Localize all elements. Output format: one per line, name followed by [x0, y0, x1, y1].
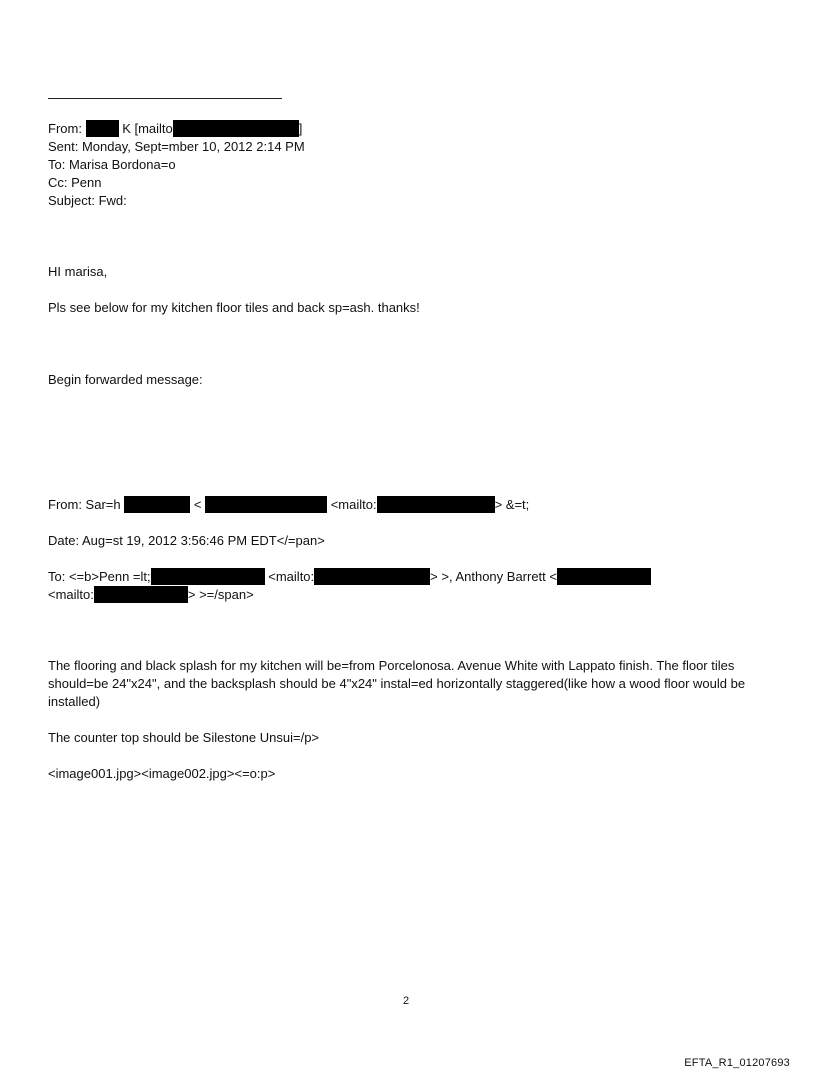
forwarded-from-label: From: Sar=h — [48, 497, 121, 512]
header-from-line — [48, 120, 302, 138]
header-from-label: From: — [48, 121, 82, 136]
forwarded-to-line-2 — [48, 586, 254, 604]
redaction-block — [557, 568, 651, 585]
forwarded-from-line — [48, 496, 529, 514]
forwarded-to-mid: > >, Anthony Barrett < — [430, 569, 557, 584]
image-attachments-text: <image001.jpg><image002.jpg><=o:p> — [48, 766, 276, 781]
document-id: EFTA_R1_01207693 — [684, 1057, 790, 1069]
forwarded-from-end: > &=t; — [494, 497, 530, 512]
header-divider — [48, 98, 282, 99]
request-text: Pls see below for my kitchen floor tiles and back sp=ash. thanks! — [48, 300, 420, 315]
forwarded-to2-mailto: <mailto: — [48, 587, 94, 602]
header-subject-line: Subject: Fwd: — [48, 193, 127, 208]
begin-forwarded-text: Begin forwarded message: — [48, 372, 203, 387]
redaction-block — [314, 568, 430, 585]
greeting-text: HI marisa, — [48, 264, 108, 279]
header-sent-line: Sent: Monday, Sept=mber 10, 2012 2:14 PM — [48, 139, 305, 154]
forwarded-from-lt: < — [193, 497, 202, 512]
forwarded-date-line: Date: Aug=st 19, 2012 3:56:46 PM EDT</=pan> — [48, 533, 325, 548]
header-to-line: To: Marisa Bordona=o — [48, 157, 176, 172]
header-from-mailto: K [mailto — [122, 121, 173, 136]
counter-top-text: The counter top should be Silestone Unsui=/p> — [48, 730, 320, 745]
header-from-close: ] — [298, 121, 303, 136]
redaction-block — [151, 568, 265, 585]
redaction-block — [94, 586, 188, 603]
page-number: 2 — [403, 995, 410, 1007]
forwarded-to2-end: > >=/span> — [187, 587, 254, 602]
forwarded-to-label: To: <=b>Penn =lt; — [48, 569, 151, 584]
forwarded-to-mailto: <mailto: — [268, 569, 315, 584]
flooring-paragraph: The flooring and black splash for my kitchen will be=from Porcelonosa. Avenue White with Lappato finish. The floor tiles should=be 24"x24", and the backsplash should be 4"x24" instal=ed horizontally staggered(like how a wood floor would be installed) — [48, 658, 746, 709]
redaction-block — [124, 496, 190, 513]
redaction-block — [173, 120, 299, 137]
redaction-block — [205, 496, 327, 513]
forwarded-from-mailto: <mailto: — [330, 497, 377, 512]
forwarded-to-line — [48, 568, 651, 586]
header-cc-line: Cc: Penn — [48, 175, 102, 190]
redaction-block — [377, 496, 495, 513]
redaction-block — [86, 120, 119, 137]
